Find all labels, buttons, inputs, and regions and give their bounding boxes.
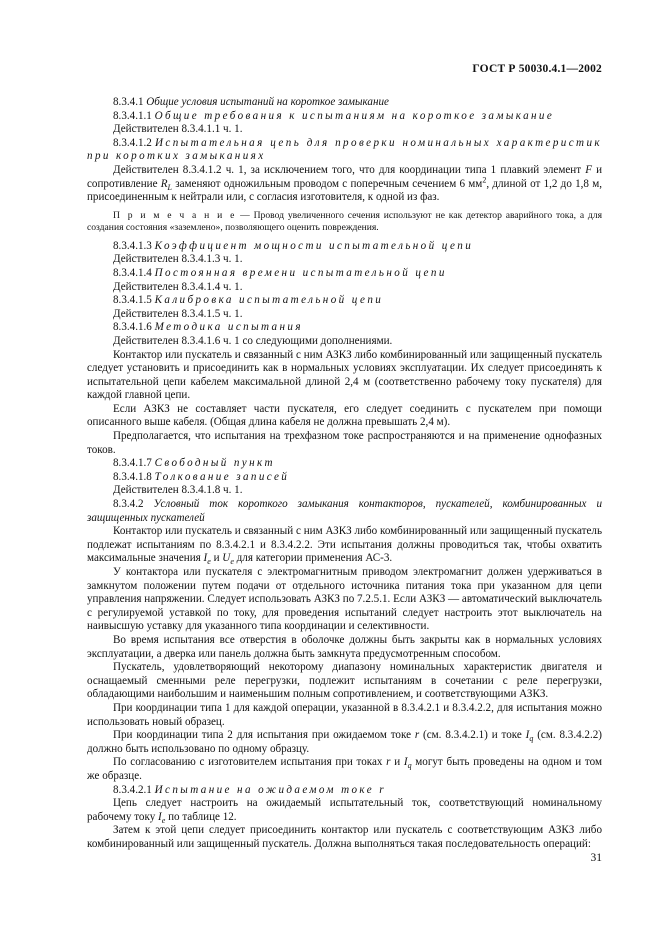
section-title: Методика испытания xyxy=(154,321,303,334)
paragraph: Действителен 8.3.4.1.5 ч. 1. xyxy=(113,307,243,320)
section-83411: 8.3.4.1.1 Общие требования к испытаниям на короткое замыкание xyxy=(113,109,555,122)
section-83414: 8.3.4.1.4 Постоянная времени испытательной цепи xyxy=(113,266,447,279)
paragraph: Цепь следует настроить на ожидаемый испытательный ток, соответствующий номинальному рабочему току $I_e$ по таблице 12. xyxy=(87,797,602,825)
paragraph: Действителен 8.3.4.1.4 ч. 1. xyxy=(113,280,243,293)
paragraph: Во время испытания все отверстия в оболочке должны быть закрыты как в нормальных условиях эксплуатации, а дверка или панель должна быть замкнута предусмотренным способом. xyxy=(87,633,602,660)
paragraph: Действителен 8.3.4.1.2 ч. 1, за исключением того, что для координации типа 1 плавкий элемент F и сопротивление $R_L$ заменяют одножильным проводом с поперечным сечением 6 $мм^2$, длиной от 1,2 до 1,8 м, присоединенным к нейтрали или, с согласия изготовителя, к одной из фаз. xyxy=(87,163,603,204)
paragraph: Действителен 8.3.4.1.3 ч. 1. xyxy=(113,253,243,266)
section-title-cont: при коротких замыканиях xyxy=(87,150,266,163)
paragraph: По согласованию с изготовителем испытания при токах r и $I_q$ могут быть проведены на одном и том же образце. xyxy=(87,756,602,782)
note: П р и м е ч а н и е — Провод увеличенного сечения используют не как детектор аварийного тока, а для создания состояния «заземлено», позволяющего оценить повреждения. xyxy=(87,209,602,233)
document-body xyxy=(87,96,602,851)
section-title: Общие требования к испытаниям на короткое замыкание xyxy=(154,109,555,122)
paragraph: Контактор или пускатель и связанный с ним АЗКЗ либо комбинированный или защищенный пускатель подлежат испытаниям по 8.3.4.2.1 и 8.3.4.2.2. Эти испытания должны проводиться так, чтобы охватить максимальные значения $I_e$ и $U_e$ для категории применения АС-3. xyxy=(87,525,602,567)
paragraph: Действителен 8.3.4.1.8 ч. 1. xyxy=(113,484,243,497)
section-83417: 8.3.4.1.7 Свободный пункт xyxy=(113,457,275,470)
section-title: Постоянная времени испытательной цепи xyxy=(154,266,447,279)
section-title: Испытательная цепь для проверки номинальных характеристик xyxy=(155,136,602,149)
paragraph: Предполагается, что испытания на трехфазном токе распространяются и на применение однофазных токов. xyxy=(87,430,602,456)
section-83421: 8.3.4.2.1 Испытание на ожидаемом токе r xyxy=(113,783,386,796)
page-number: 31 xyxy=(590,852,602,864)
paragraph: Пускатель, удовлетворяющий некоторому диапазону номинальных характеристик двигателя и оснащаемый сменными реле перегрузки, подлежит испытаниям в сочетании с реле перегрузки, обладающими наибольшим и наименьшим полным сопротивлением, и соответствующими АЗКЗ. xyxy=(87,661,602,701)
paragraph: Контактор или пускатель и связанный с ним АЗКЗ либо комбинированный или защищенный пускатель следует установить и присоединить как в нормальных условиях эксплуатации. Их следует присоединять к испытательной цепи кабелем максимальной длиной 2,4 м (соответственно рабочему току пускателя) для каждой главной цепи. xyxy=(87,348,602,402)
section-title: Испытание на ожидаемом токе r xyxy=(154,783,386,796)
paragraph: Если АЗКЗ не составляет части пускателя, его следует соединить с пускателем при помощи описанного выше кабеля. (Общая длина кабеля не должна превышать 2,4 м). xyxy=(87,402,602,429)
standard-header: ГОСТ Р 50030.4.1—2002 xyxy=(472,63,602,75)
paragraph: При координации типа 2 для испытания при ожидаемом токе r (см. 8.3.4.2.1) и токе $I_q$ (см. 8.3.4.2.2) должно быть использовано по одному образцу. xyxy=(87,729,602,755)
section-83413: 8.3.4.1.3 Коэффициент мощности испытательной цепи xyxy=(113,239,474,252)
paragraph: У контактора или пускателя с электромагнитным приводом электромагнит должен удерживаться в замкнутом положении путем подачи от отдельного источника питания тока при указанном для цепи управления напряжении. Следует использовать АЗКЗ по 7.2.5.1. Если АЗКЗ — автоматический выключатель с регулируемой уставкой по току, для проведения испытаний следует настроить этот выключатель на наивысшую уставку для указанного типа координации и селективности. xyxy=(87,566,602,633)
paragraph: Действителен 8.3.4.1.6 ч. 1 со следующими дополнениями. xyxy=(113,334,393,347)
section-83415: 8.3.4.1.5 Калибровка испытательной цепи xyxy=(113,294,384,307)
note-label: П р и м е ч а н и е xyxy=(113,209,237,221)
paragraph: При координации типа 1 для каждой операции, указанной в 8.3.4.2.1 и 8.3.4.2.2, для испытания можно использовать новый образец. xyxy=(87,701,602,728)
section-title: Коэффициент мощности испытательной цепи xyxy=(154,239,474,252)
section-title: Общие условия испытаний на короткое замыкание xyxy=(146,96,389,108)
section-title: Условный ток короткого замыкания контакторов, пускателей, комбинированных и защищенных пускателей xyxy=(87,498,603,524)
section-8342: 8.3.4.2 Условный ток короткого замыкания контакторов, пускателей, комбинированных и защищенных пускателей xyxy=(87,498,603,524)
section-83412: 8.3.4.1.2 Испытательная цепь для проверки номинальных характеристик при коротких замыканиях xyxy=(87,136,602,163)
section-title: Толкование записей xyxy=(154,470,290,483)
paragraph: Затем к этой цепи следует присоединить контактор или пускатель с соответствующим АЗКЗ либо комбинированный или защищенный пускатель. Должна выполняться такая последовательность операций: xyxy=(87,824,602,850)
section-title: Свободный пункт xyxy=(154,457,275,470)
section-83418: 8.3.4.1.8 Толкование записей xyxy=(113,470,290,483)
paragraph: Действителен 8.3.4.1.1 ч. 1. xyxy=(113,123,243,136)
section-title: Калибровка испытательной цепи xyxy=(154,294,384,307)
section-83416: 8.3.4.1.6 Методика испытания xyxy=(113,321,303,334)
section-8341: 8.3.4.1 Общие условия испытаний на короткое замыкание xyxy=(113,96,389,108)
